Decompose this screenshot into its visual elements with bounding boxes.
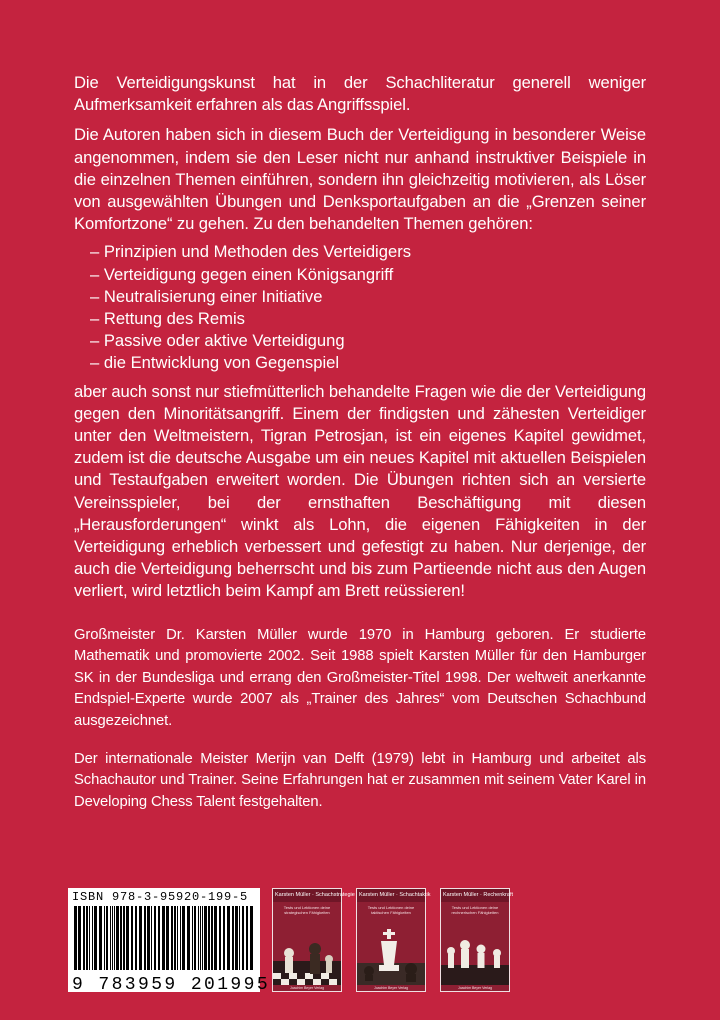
barcode-bars [72,906,256,970]
topic-item: – Prinzipien und Methoden des Verteidigers [90,242,412,262]
book-subtitle: Tests und Lektionen deine strategischen Fähigkeiten [283,905,331,915]
author-bio-mueller: Großmeister Dr. Karsten Müller wurde 1970 in Hamburg geboren. Er studierte Mathematik und promovierte 2002. Seit 1988 spielt Karsten Müller für den Hamburger SK in der Bundesliga und errang den Großmeister-Titel 1998. Der weltweit anerkannte Endspiel-Experte wurde 2007 als „Trainer des Jahres“ vom Deutschen Schachbund ausgezeichnet. [74,626,646,730]
chess-king-icon [357,927,425,985]
book-cover-schachtaktik [356,888,431,992]
back-cover-text [74,72,646,813]
book-publisher: Joachim Beyer Verlag [457,986,493,990]
intro-paragraph-2: Die Autoren haben sich in diesem Buch der Verteidigung in besonderer Weise angenommen, indem sie den Leser nicht nur anhand instruktiver Beispiele in die einzelnen Themen einführen, sondern ihn gleichzeitig motivieren, als Löser von ausgewählten Übungen und Denksportaufgaben an die „Grenzen seiner Komfortzone“ zu gehen. Zu den behandelten Themen gehören: [74,125,646,234]
intro-paragraph-3: aber auch sonst nur stiefmütterlich behandelte Fragen wie die der Verteidigung gegen den Minoritätsangriff. Einem der findigsten und zähesten Verteidiger unter den Weltmeistern, Tigran Petrosjan, ist ein eigenes Kapitel gewidmet, zudem ist die deutsche Ausgabe um ein neues Kapitel mit aktuellen Beispielen und Testaufgaben erweitert worden. Die Übungen richten sich an versierte Vereinsspieler, bei der ernsthaften Beschäftigung mit diesen „Herausforderungen“ winkt als Lohn, die eigenen Fähigkeiten in der Verteidigung erheblich verbessert und gefestigt zu haben. Nur derjenige, der auch die Verteidigung beherrscht und bis zum Partieende nicht aus den Augen verliert, wird letztlich beim Kampf am Brett reüssieren! [74,381,646,601]
ean-number: 9 783959 201995 [72,975,271,995]
book-subtitle: Tests und Lektionen deine taktischen Fähigkeiten [367,905,415,915]
book-subtitle: Tests und Lektionen deine rechnerischen Fähigkeiten [451,905,499,915]
book-cover-schachstrategie [272,888,355,992]
topic-item: – Verteidigung gegen einen Königsangriff [90,264,394,284]
chess-pieces-icon [273,927,341,985]
topic-item: – die Entwicklung von Gegenspiel [90,353,340,373]
topic-item: – Neutralisierung einer Initiative [90,286,323,306]
topic-item: – Passive oder aktive Verteidigung [90,331,345,351]
book-title: Karsten Müller · Rechenkraft [441,889,509,902]
topic-list [90,241,646,374]
topic-item: – Rettung des Remis [90,309,245,329]
book-publisher: Joachim Beyer Verlag [373,986,409,990]
book-publisher: Joachim Beyer Verlag [289,986,325,990]
book-title: Karsten Müller · Schachtaktik [357,889,425,902]
chess-army-icon [441,927,509,985]
author-bio-delft: Der internationale Meister Merijn van Delft (1979) lebt in Hamburg und arbeitet als Schachautor und Trainer. Seine Erfahrungen hat er zusammen mit seinem Vater Karel in Developing Chess Talent festgehalten. [74,750,646,810]
book-title: Karsten Müller · Schachstrategie [273,889,341,902]
intro-paragraph-1: Die Verteidigungskunst hat in der Schachliteratur generell weniger Aufmerksamkeit erfahren als das Angriffsspiel. [74,73,646,115]
book-cover-rechenkraft [440,888,513,992]
isbn-barcode [68,888,271,995]
isbn-label: ISBN 978-3-95920-199-5 [72,890,249,904]
